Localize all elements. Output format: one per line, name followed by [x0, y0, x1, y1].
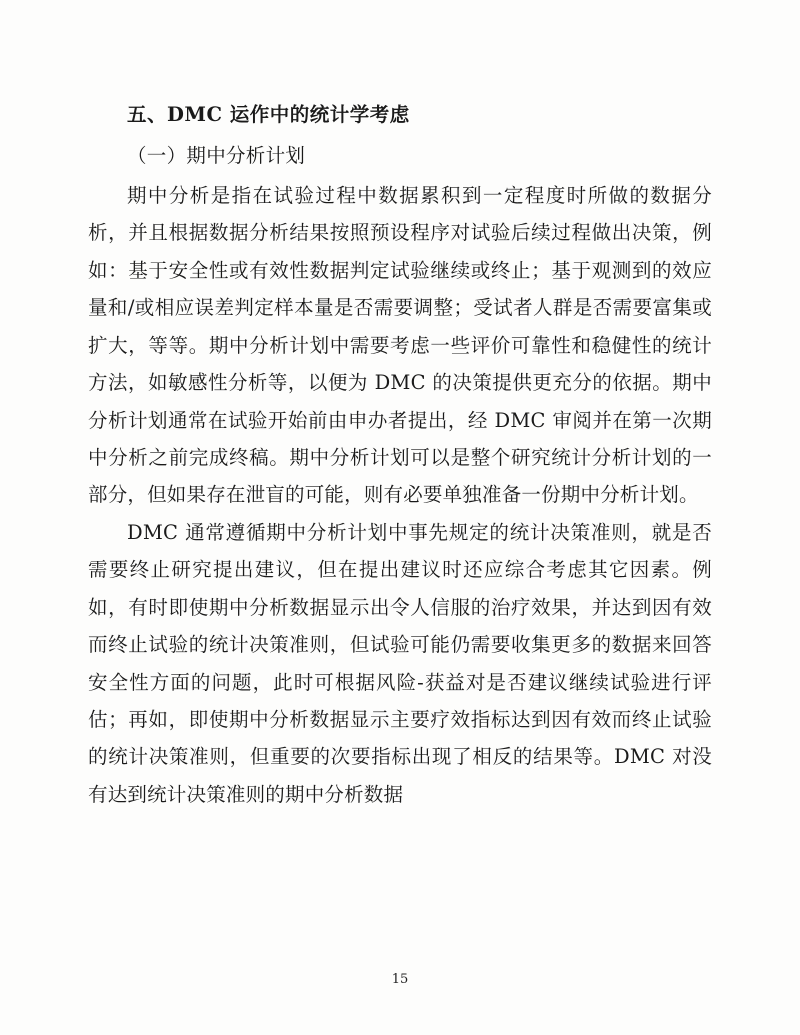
paragraph-dmc-decision-rules: DMC 通常遵循期中分析计划中事先规定的统计决策准则，就是否需要终止研究提出建议，但在提出建议时还应综合考虑其它因素。例如，有时即使期中分析数据显示出令人信服的治疗效果，并达到因有效而终止试验的统计决策准则，但试验可能仍需要收集更多的数据来回答安全性方面的问题，此时可根据风险-获益对是否建议继续试验进行评估；再如，即使期中分析数据显示主要疗效指标达到因有效而终止试验的统计决策准则，但重要的次要指标出现了相反的结果等。DMC 对没有达到统计决策准则的期中分析数据 — [88, 520, 712, 806]
subsection-heading-interim-analysis-plan: （一）期中分析计划 — [127, 144, 306, 168]
document-body — [88, 96, 712, 813]
page-number: 15 — [391, 972, 409, 987]
section-heading-five: 五、DMC 运作中的统计学考虑 — [127, 103, 410, 126]
paragraph-interim-analysis-definition: 期中分析是指在试验过程中数据累积到一定程度时所做的数据分析，并且根据数据分析结果按照预设程序对试验后续过程做出决策，例如：基于安全性或有效性数据判定试验继续或终止；基于观测到的效应量和/或相应误差判定样本量是否需要调整；受试者人群是否需要富集或扩大，等等。期中分析计划中需要考虑一些评价可靠性和稳健性的统计方法，如敏感性分析等，以便为 DMC 的决策提供更充分的依据。期中分析计划通常在试验开始前由申办者提出，经 DMC 审阅并在第一次期中分析之前完成终稿。期中分析计划可以是整个研究统计分析计划的一部分，但如果存在泄盲的可能，则有必要单独准备一份期中分析计划。 — [88, 183, 712, 507]
